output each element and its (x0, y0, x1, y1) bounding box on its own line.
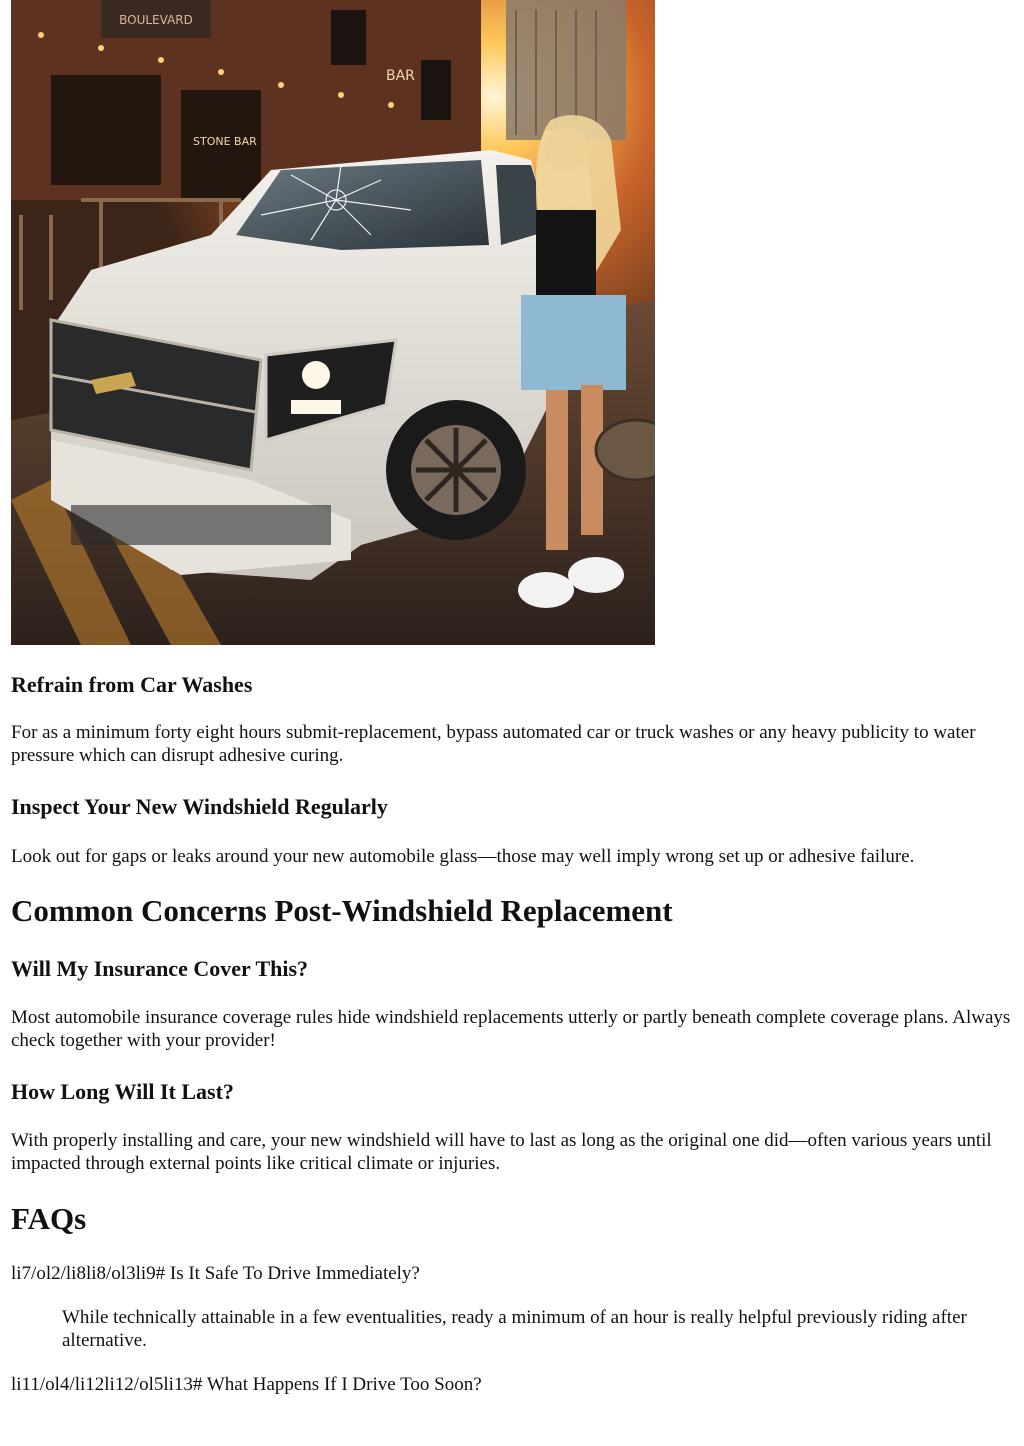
section-heading-car-washes: Refrain from Car Washes (11, 672, 253, 697)
concern-body-last: With properly installing and care, your new windshield will have to last as long as the original one did—often various years until impacted through external points like critical climate or injuries. (11, 1130, 992, 1174)
faq-question: li7/ol2/li8li8/ol3li9# Is It Safe To Drive Immediately? (11, 1263, 420, 1284)
faqs-title: FAQs (11, 1201, 87, 1236)
faq-answer: While technically attainable in a few eventualities, ready a minimum of an hour is really helpful previously riding after alternative. (62, 1307, 967, 1351)
article (11, 0, 1011, 1395)
concern-heading-last: How Long Will It Last? (11, 1079, 234, 1104)
section-body-inspect: Look out for gaps or leaks around your new automobile glass—those may well imply wrong set up or adhesive failure. (11, 846, 915, 867)
hero-image (11, 0, 655, 645)
concerns-title: Common Concerns Post-Windshield Replacement (11, 893, 673, 928)
section-heading-inspect: Inspect Your New Windshield Regularly (11, 794, 388, 819)
concern-body-insurance: Most automobile insurance coverage rules hide windshield replacements utterly or partly beneath complete coverage plans. Always check together with your provider! (11, 1007, 1011, 1051)
sign-stone: STONE BAR (193, 135, 257, 148)
faq-question: li11/ol4/li12li12/ol5li13# What Happens If I Drive Too Soon? (11, 1374, 482, 1395)
section-body-car-washes: For as a minimum forty eight hours submit-replacement, bypass automated car or truck washes or any heavy publicity to water pressure which can disrupt adhesive curing. (11, 722, 976, 766)
sign-bar: BAR (386, 68, 415, 84)
concern-heading-insurance: Will My Insurance Cover This? (11, 956, 309, 981)
sign-top: BOULEVARD (119, 13, 193, 27)
